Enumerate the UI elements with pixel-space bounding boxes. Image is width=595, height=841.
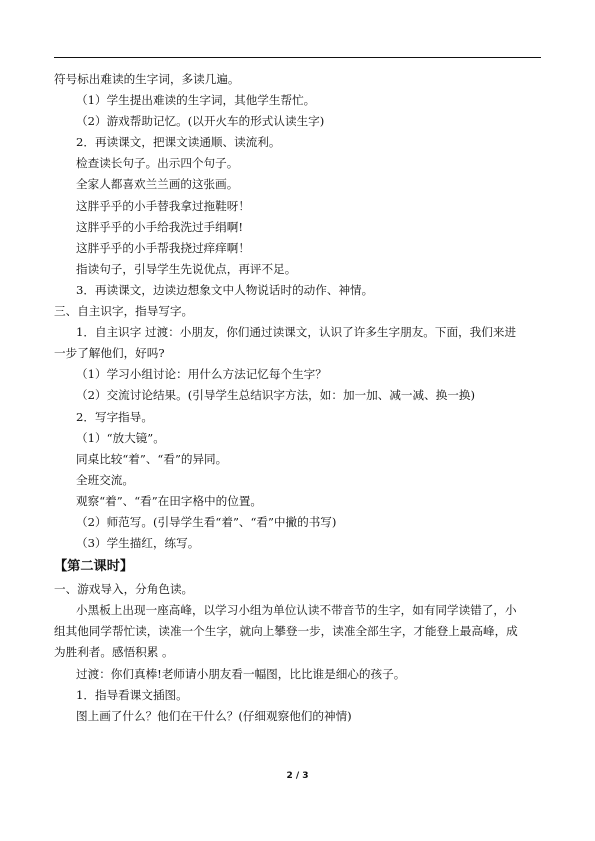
text-line: 过渡：你们真棒!老师请小朋友看一幅图，比比谁是细心的孩子。 xyxy=(76,666,406,681)
text-line: 这胖乎乎的小手给我洗过手绢啊! xyxy=(76,219,243,234)
text-line: 同桌比较“着”、“看”的异同。 xyxy=(76,451,228,466)
section-heading: 一、游戏导入，分角色读。 xyxy=(54,582,194,597)
text-line: 全家人都喜欢兰兰画的这张画。 xyxy=(76,177,239,192)
text-line: 为胜利者。感悟积累 。 xyxy=(54,645,174,660)
text-line: 一步了解他们，好吗? xyxy=(54,346,165,361)
text-line: 检查读长句子。出示四个句子。 xyxy=(76,156,239,171)
text-line: 观察“着”、“看”在田字格中的位置。 xyxy=(76,493,263,508)
text-line: 这胖乎乎的小手帮我挠过痒痒啊！ xyxy=(76,240,250,255)
text-line: （1）学生提出难读的生字词，其他学生帮忙。 xyxy=(76,93,316,108)
document-body xyxy=(54,69,543,727)
text-line: 3．再读课文，边读边想象文中人物说话时的动作、神情。 xyxy=(76,282,374,297)
text-line: 1．自主识字 过渡：小朋友，你们通过读课文，认识了许多生字朋友。下面，我们来进 xyxy=(76,325,517,340)
text-line: 小黑板上出现一座高峰，以学习小组为单位认读不带音节的生字，如有同学读错了，小 xyxy=(76,603,517,618)
text-line: 符号标出难读的生字词，多读几遍。 xyxy=(54,72,240,86)
text-line: 指读句子，引导学生先说优点，再评不足。 xyxy=(76,261,297,276)
text-line: （2）交流讨论结果。(引导学生总结识字方法，如：加一加、减一减、换一换) xyxy=(76,388,476,403)
text-line: 全班交流。 xyxy=(76,472,134,487)
text-line: 2．写字指导。 xyxy=(76,409,153,424)
header-rule xyxy=(54,57,541,58)
page-number: 2 / 3 xyxy=(286,771,309,781)
lesson-heading: 【第二课时】 xyxy=(54,559,134,575)
text-line: 1．指导看课文插图。 xyxy=(76,687,188,702)
text-line: 图上画了什么？他们在干什么？(仔细观察他们的神情) xyxy=(76,708,352,723)
section-heading: 三、自主识字，指导写字。 xyxy=(54,304,194,319)
text-line: （1）“放大镜”。 xyxy=(76,430,165,445)
text-line: （3）学生描红，练写。 xyxy=(76,536,200,551)
text-line: 2．再读课文，把课文读通顺、读流利。 xyxy=(76,135,281,150)
text-line: （2）师范写。(引导学生看“着”、“看”中撇的书写) xyxy=(76,514,337,529)
text-line: 这胖乎乎的小手替我拿过拖鞋呀！ xyxy=(76,198,250,213)
text-line: （2）游戏帮助记忆。(以开火车的形式认读生字) xyxy=(76,114,325,129)
text-line: （1）学习小组讨论：用什么方法记忆每个生字？ xyxy=(76,367,327,382)
text-line: 组其他同学帮忙读，读准一个生字，就向上攀登一步，读准全部生字，才能登上最高峰，成 xyxy=(54,624,518,639)
